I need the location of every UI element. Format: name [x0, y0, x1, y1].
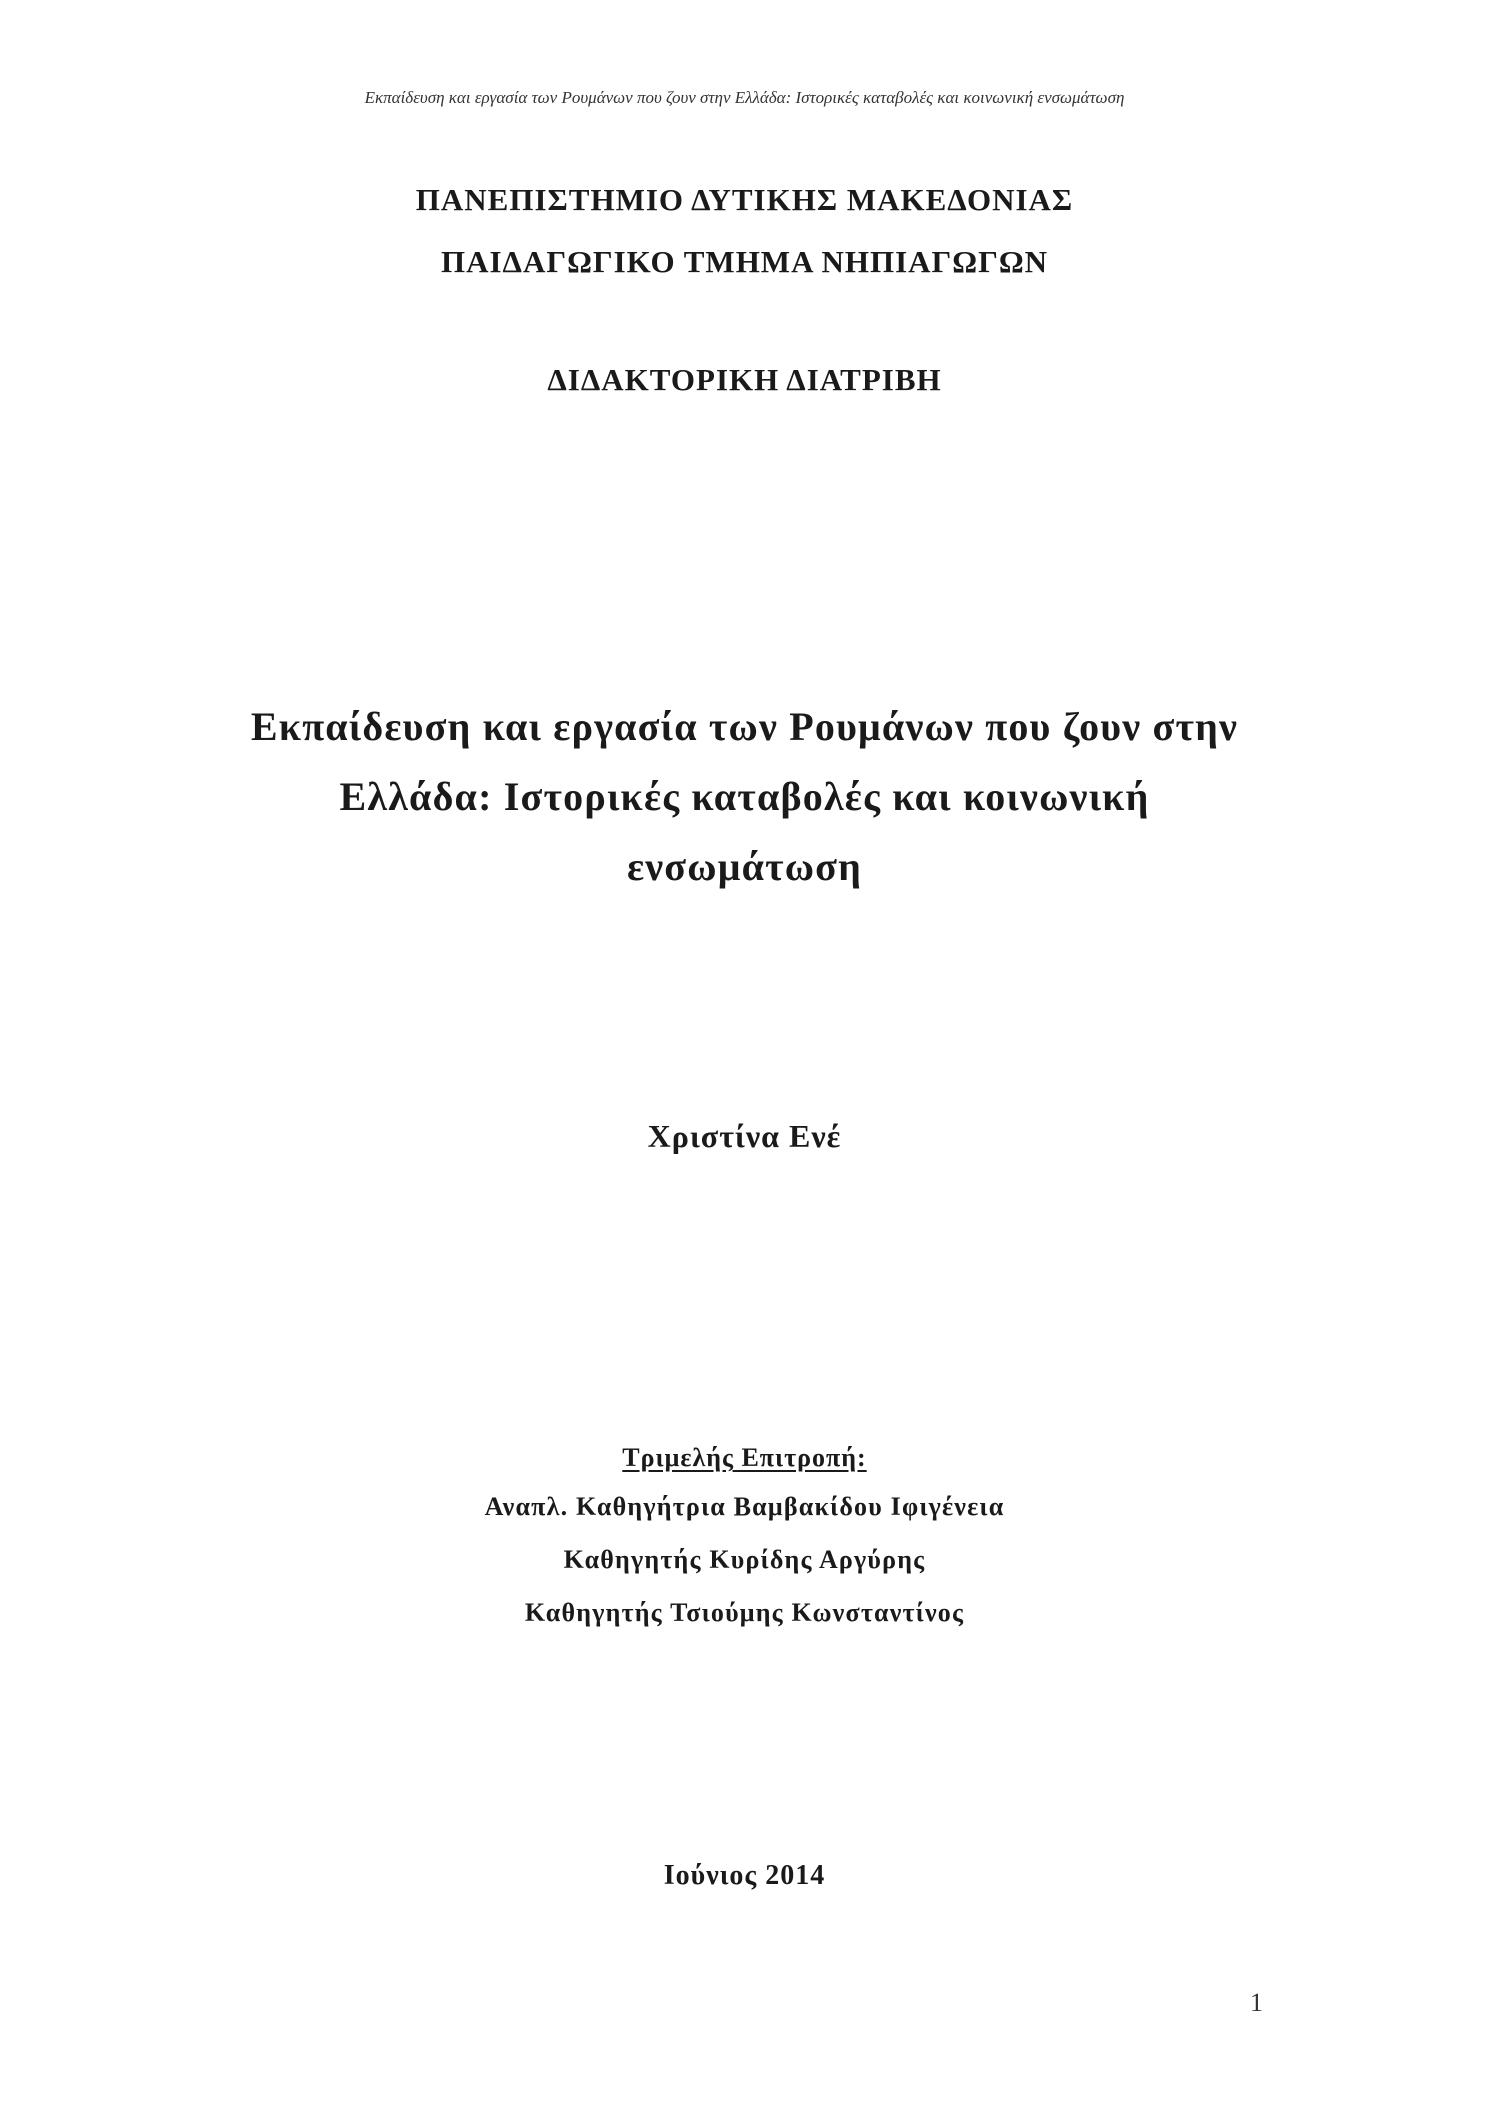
author-name: Χριστίνα Ενέ: [647, 1118, 842, 1154]
university-name: ΠΑΝΕΠΙΣΤΗΜΙΟ ΔΥΤΙΚΗΣ ΜΑΚΕΔΟΝΙΑΣ: [415, 182, 1074, 217]
department-name: ΠΑΙΔΑΓΩΓΙΚΟ ΤΜΗΜΑ ΝΗΠΙΑΓΩΓΩΝ: [440, 244, 1049, 279]
thesis-type: ΔΙΔΑΚΤΟΡΙΚΗ ΔΙΑΤΡΙΒΗ: [547, 362, 942, 397]
page-number: 1: [1250, 1988, 1263, 2017]
thesis-title-line-1: Εκπαίδευση και εργασία των Ρουμάνων που ζουν στην: [250, 704, 1239, 749]
committee-heading: Τριμελής Επιτροπή:: [622, 1443, 867, 1472]
committee-member-3: Καθηγητής Τσιούμης Κωνσταντίνος: [524, 1598, 965, 1627]
thesis-title-line-2: Ελλάδα: Ιστορικές καταβολές και κοινωνική: [339, 774, 1150, 819]
committee-member-2: Καθηγητής Κυρίδης Αργύρης: [563, 1545, 926, 1574]
thesis-title-line-3: ενσωμάτωση: [626, 844, 863, 889]
committee-member-1: Αναπλ. Καθηγήτρια Βαμβακίδου Ιφιγένεια: [484, 1492, 1005, 1521]
submission-date: Ιούνιος 2014: [663, 1860, 826, 1891]
running-header: Εκπαίδευση και εργασία των Ρουμάνων που ζουν στην Ελλάδα: Ιστορικές καταβολές και κοινωνική ενσωμάτωση: [364, 88, 1125, 107]
